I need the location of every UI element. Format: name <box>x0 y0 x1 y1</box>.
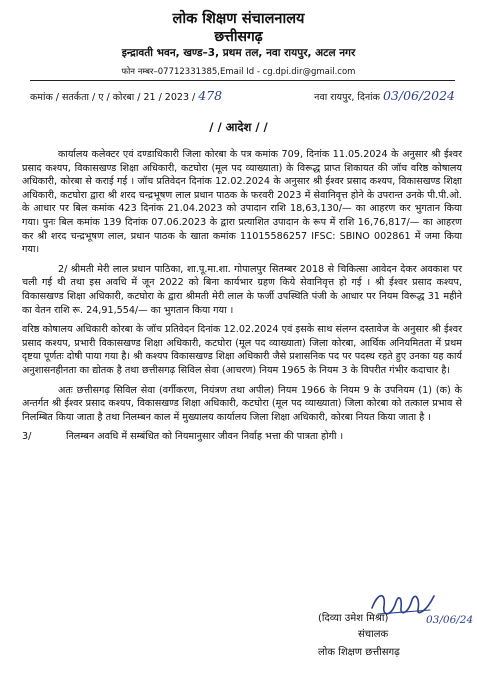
place-date <box>314 88 455 103</box>
letter-number-text: कमांक / सतर्कता / ए / कोरबा / 21 / 2023 / <box>30 92 196 103</box>
state-name: छत्तीसगढ़ <box>214 29 263 45</box>
order-title: / / आदेश / / <box>209 120 268 134</box>
order-body <box>22 148 462 444</box>
paragraph-2: 2/ श्रीमती मेरी लाल प्रधान पाठिका, शा.पू.मा.शा. गोपालपुर सितम्बर 2018 से चिकित्सा आवेदन देकर अवकाश पर चली गई थी तथा इस अवधि में जून 2022 को बिना कार्यभार ग्रहण किये सेवानिवृत्त हो गई । श्री ईश्वर प्रसाद कश्यप, विकासखण्ड शिक्षा अधिकारी, कटघोरा के द्वारा श्रीमती मेरी लाल के फर्जी उपस्थिति पंजी के आधार पर नियम विरूद्ध 31 महीने का वेतन राशि रू. 24,91,554/— का भुगतान किया गया । <box>22 263 462 316</box>
place-date-label: नवा रायपुर, दिनांक <box>314 92 380 103</box>
signatory-designation: संचालक <box>358 629 389 640</box>
signature-date: 03/06/24 <box>426 614 474 626</box>
office-address: इन्द्रावती भवन, खण्ड–3, प्रथम तल, नवा रायपुर, अटल नगर <box>121 47 356 59</box>
paragraph-4: अतः छत्तीसगढ़ सिविल सेवा (वर्गीकरण, नियंत्रण तथा अपील) नियम 1966 के नियम 9 के उपनियम (1) (क) के अन्तर्गत श्री ईश्वर प्रसाद कश्यप, विकासखण्ड शिक्षा अधिकारी, कटघोरा (मूल पद व्याख्याता) जिला कोरबा को तत्काल प्रभाव से निलम्बित किया जाता है तथा निलम्बन काल में मुख्यालय कार्यालय जिला शिक्षा अधिकारी, कोरबा नियत किया जाता है । <box>22 384 462 423</box>
date-handwritten: 03/06/2024 <box>382 88 455 103</box>
contact-info: फोन नम्बर–07712331385,Email Id - cg.dpi.dir@gmail.com <box>121 67 356 77</box>
paragraph-5-number: 3/ <box>22 431 32 443</box>
org-name: लोक शिक्षण संचालनालय <box>172 11 305 27</box>
signatory-name: (दिव्या उमेश मिश्रा) <box>318 613 389 624</box>
paragraph-5-text: निलम्बन अवधि में सम्बंधित को नियमानुसार जीवन निर्वाह भत्ता की पात्रता होगी । <box>66 431 344 443</box>
paragraph-5 <box>22 430 462 444</box>
paragraph-3: वरिष्ठ कोषालय अधिकारी कोरबा के जॉच प्रतिवेदन दिनांक 12.02.2024 एवं इसके साथ संलग्न दस्तावेज के अनुसार श्री ईश्वर प्रसाद कश्यप, प्रभारी विकासखण्ड शिक्षा अधिकारी, कटघोरा (मूल पद व्याख्याता) जिला कोरबा, आर्थिक अनियमितता में प्रथम दृष्टया पूर्णतः दोषी पाया गया है। श्री कश्यप विकासखण्ड शिक्षा अधिकारी जैसे प्रशासनिक पद पर पदस्थ रहते हुए उनका यह कार्य अनुशासनहीनता का द्योतक है तथा छत्तीसगढ़ सिविल सेवा (आचरण) नियम 1965 के नियम 3 के विपरीत गंभीर कदाचार है। <box>22 324 462 376</box>
header-divider <box>30 80 455 81</box>
letter-number <box>30 88 222 103</box>
paragraph-1: कार्यालय कलेक्टर एवं दण्डाधिकारी जिला कोरबा के पत्र कमांक 709, दिनांक 11.05.2024 के अनुसार श्री ईश्वर प्रसाद कश्यप, विकासखण्ड शिक्षा अधिकारी, कटघोरा (मूल पद व्याख्याता) के विरूद्ध प्राप्त शिकायत की जॉच वरिष्ठ कोषालय अधिकारी, कोरबा से कराई गई । जॉच प्रतिवेदन दिनांक 12.02.2024 के अनुसार श्री ईश्वर प्रसाद कश्यप, विकासखण्ड शिक्षा अधिकारी, कटघोरा द्वारा श्री शरद चन्द्रभूषण लाल प्रधान पाठक के फरवरी 2023 में सेवानिवृत्त होने के उपरान्त उनके पी.पी.ओ. के आधार पर बिल कमांक 423 दिनांक 21.04.2023 को उपादान राशि 18,63,130/— का आहरण कर भुगतान किया गया। पुनः बिल कमांक 139 दिनांक 07.06.2023 के द्वारा प्रत्याशित उपादान के रूप में राशि 16,76,817/— का आहरण कर श्री शरद चन्द्रभूषण लाल, प्रधान पाठक के खाता कमांक 11015586257 IFSC: SBINO 002861 में जमा किया गया। <box>22 149 462 256</box>
signatory-office: लोक शिक्षण छत्तीसगढ़ <box>318 647 400 658</box>
letter-number-handwritten: 478 <box>198 88 223 103</box>
